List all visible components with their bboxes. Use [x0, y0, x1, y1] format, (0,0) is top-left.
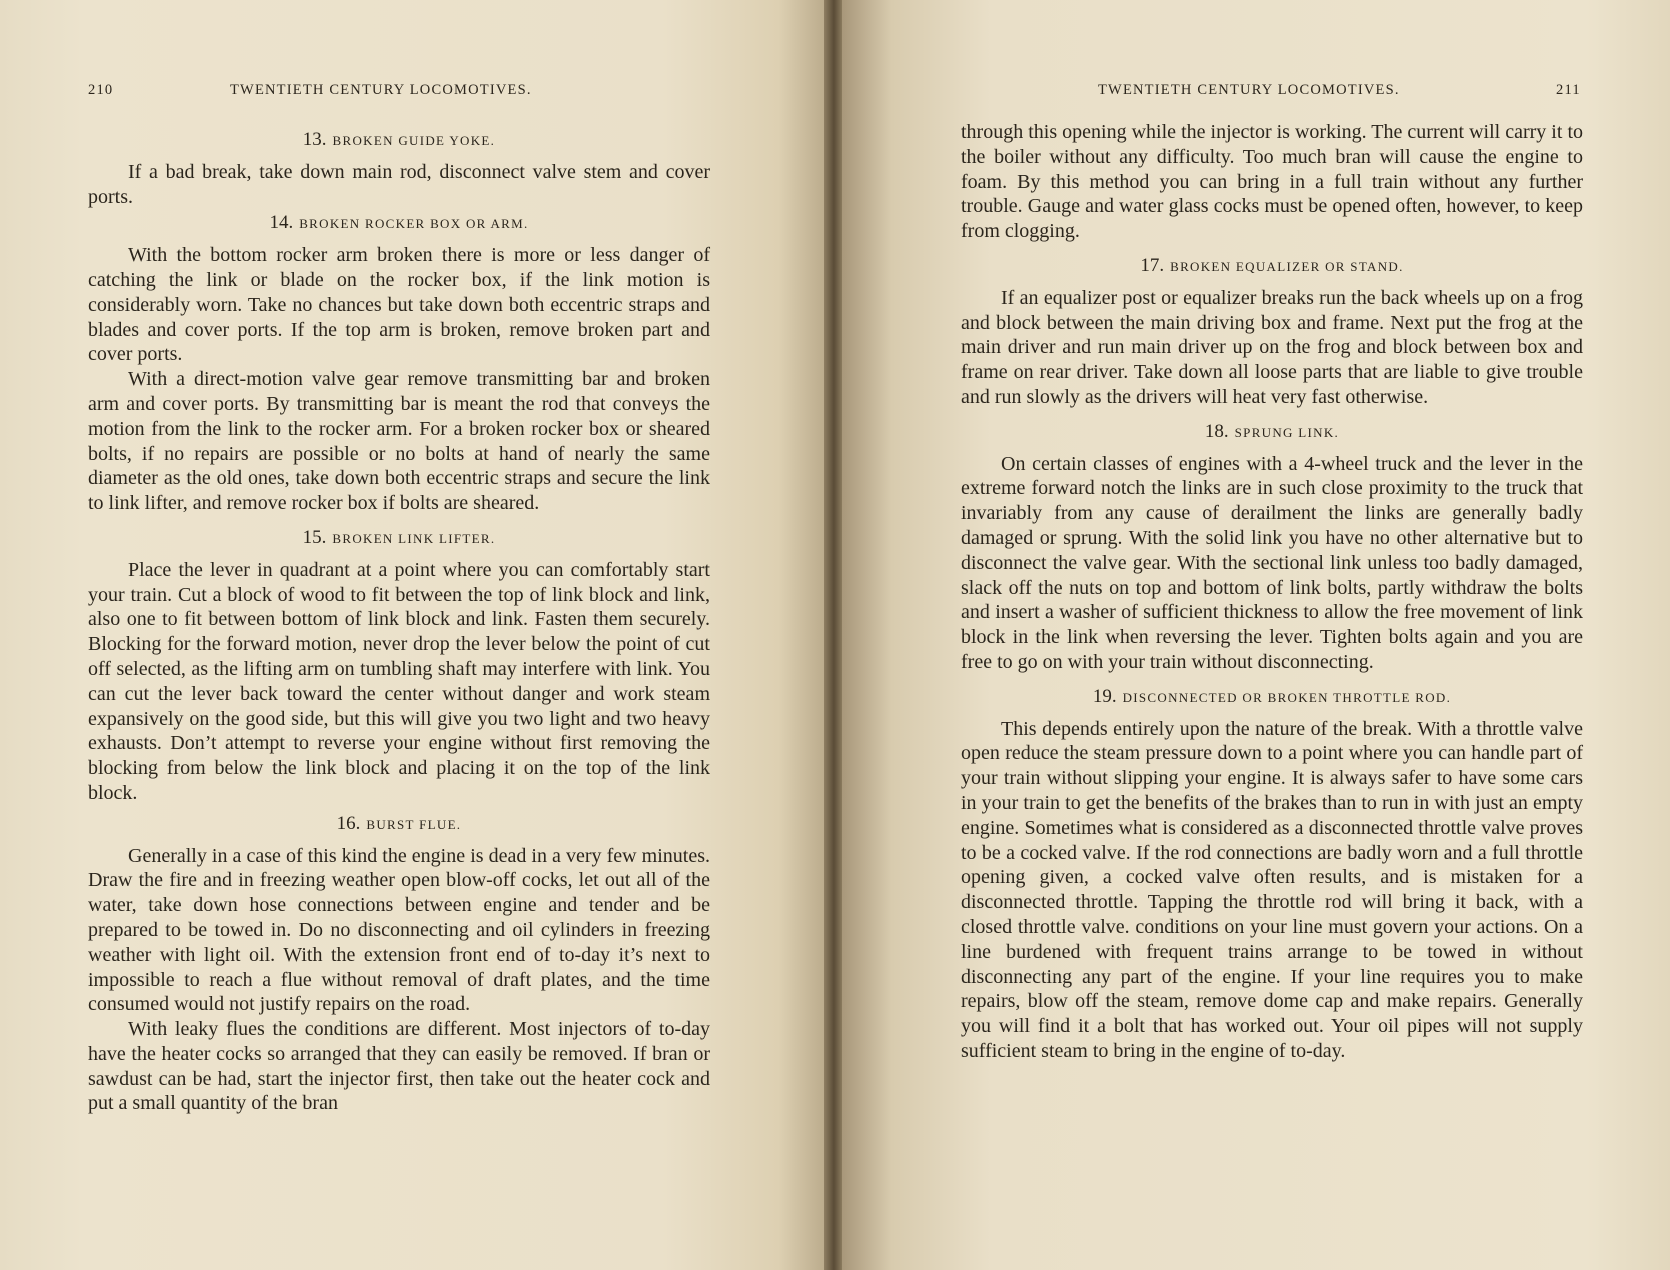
paragraph: On certain classes of engines with a 4-wheel truck and the lever in the extreme forward notch the links are in such close proximity to the truck that invariably from any cause of derailment the links are generally badly damaged or sprung. With the solid link you have no other alternative but to disconnect the valve gear. With the sectional link unless too badly damaged, slack off the nuts on top and bottom of link bolts, partly withdraw the bolts and insert a washer of sufficient thickness to allow the free movement of link block in the link when reversing the lever. Tighten bolts again and you are free to go on with your train without disconnecting. [961, 452, 1583, 673]
paragraph: With a direct-motion valve gear remove transmitting bar and broken arm and cover ports. By transmitting bar is meant the rod that conveys the motion from the link to the rocker arm. For a broken rocker box or sheared bolts, if no repairs are possible or no bolts at hand of nearly the same diameter as the old ones, take down both eccentric straps and secure the link to link lifter, and remove rocker box if bolts are sheared. [88, 368, 710, 515]
section-heading-19: 19. DISCONNECTED OR BROKEN THROTTLE ROD. [1092, 685, 1452, 707]
running-head-left: TWENTIETH CENTURY LOCOMOTIVES. [230, 82, 532, 98]
page-number-right: 211 [1556, 82, 1581, 98]
paragraph: through this opening while the injector is working. The current will carry it to the boiler without any difficulty. Too much bran will cause the engine to foam. By this method you can bring in a full train without any further trouble. Gauge and water glass cocks must be opened often, however, to keep from clogging. [961, 121, 1583, 243]
paragraph: With the bottom rocker arm broken there is more or less danger of catching the link or blade on the rocker box, if the link motion is considerably worn. Take no chances but take down both eccentric straps and blades and cover ports. If the top arm is broken, remove broken part and cover ports. [88, 244, 710, 366]
section-heading-15: 15. BROKEN LINK LIFTER. [302, 526, 496, 548]
left-page [0, 0, 828, 1270]
left-page-text [88, 128, 710, 1116]
paragraph: If a bad break, take down main rod, disconnect valve stem and cover ports. [88, 160, 710, 208]
section-heading-18: 18. SPRUNG LINK. [1204, 420, 1340, 442]
paragraph: With leaky flues the conditions are different. Most injectors of to-day have the heater cocks so arranged that they can easily be removed. If bran or sawdust can be had, start the injector first, then take out the heater cock and put a small quantity of the bran [88, 1018, 710, 1115]
paragraph: If an equalizer post or equalizer breaks run the back wheels up on a frog and block between the main driving box and frame. Next put the frog at the main driver and run main driver up on the frog and block between box and frame on rear driver. Take down all loose parts that are liable to give trouble and run slowly as the drivers will heat very fast otherwise. [961, 286, 1583, 408]
section-heading-17: 17. BROKEN EQUALIZER OR STAND. [1140, 254, 1404, 276]
section-heading-16: 16. BURST FLUE. [336, 812, 462, 834]
right-page [842, 0, 1670, 1270]
paragraph: Generally in a case of this kind the engine is dead in a very few minutes. Draw the fire and in freezing weather open blow-off cocks, let out all of the water, take down hose connections between engine and tender and be prepared to be towed in. Do no disconnecting and oil cylinders in freezing weather with light oil. With the extension front end of to-day it’s next to impossible to reach a flue without removal of draft plates, and the time consumed would not justify repairs on the road. [88, 844, 710, 1016]
right-page-text [961, 120, 1583, 1064]
page-number-left: 210 [88, 82, 114, 98]
running-head-right: TWENTIETH CENTURY LOCOMOTIVES. [1098, 82, 1400, 98]
paragraph: Place the lever in quadrant at a point where you can comfortably start your train. Cut a block of wood to fit between the top of link block and link, also one to fit between bottom of link block and link. Fasten them securely. Blocking for the forward motion, never drop the lever below the point of cut off selected, as the lifting arm on tumbling shaft may interfere with link. You can cut the lever back toward the center without danger and work steam expansively on the good side, but this will give you two light and two heavy exhausts. Don’t attempt to reverse your engine without first removing the blocking from below the link block and placing it on the top of the link block. [88, 558, 710, 804]
section-heading-14: 14. BROKEN ROCKER BOX OR ARM. [269, 212, 529, 234]
section-heading-13: 13. BROKEN GUIDE YOKE. [302, 129, 496, 150]
paragraph: This depends entirely upon the nature of the break. With a throttle valve open reduce the steam pressure down to a point where you can handle part of your train without slipping your engine. It is always safer to have some cars in your train to get the benefits of the brakes than to run in with just an empty engine. Sometimes what is considered as a disconnected throttle valve proves to be a cocked valve. If the rod connections are badly worn and a full throttle opening given, a cocked valve often results, and is mistaken for a disconnected throttle. Tapping the throttle rod will bring it back, with a closed throttle valve. conditions on your line must govern your actions. On a line burdened with frequent trains arrange to be towed in without disconnecting any part of the engine. If your line requires you to make repairs, blow off the steam, remove dome cap and make repairs. Generally you will find it a bolt that has worked out. Your oil pipes will not supply sufficient steam to bring in the engine of to-day. [961, 717, 1583, 1062]
